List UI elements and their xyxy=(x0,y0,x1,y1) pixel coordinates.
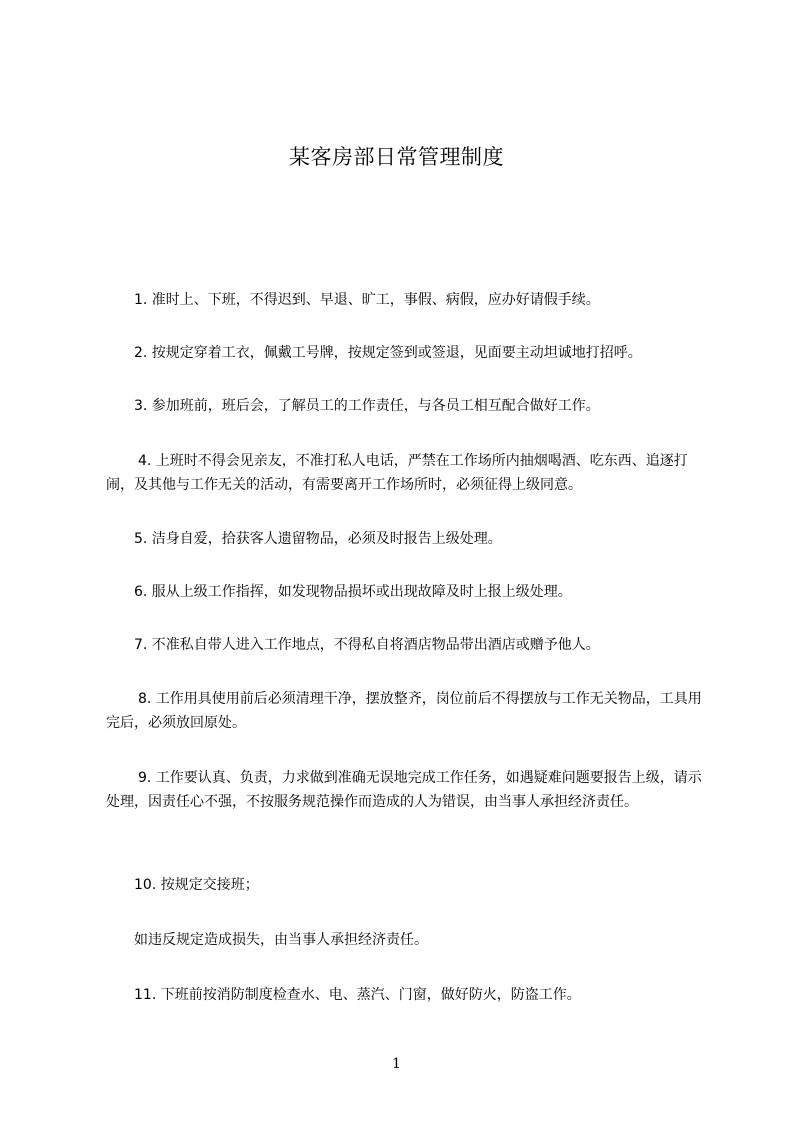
rule-paragraph-10-note: 如违反规定造成损失，由当事人承担经济责任。 xyxy=(134,932,428,948)
rule-paragraph-3: 3. 参加班前，班后会，了解员工的工作责任，与各员工相互配合做好工作。 xyxy=(134,398,600,414)
document-title: 某客房部日常管理制度 xyxy=(289,145,504,169)
rule-paragraph-1: 1. 准时上、下班，不得迟到、早退、旷工，事假、病假，应办好请假手续。 xyxy=(134,292,600,308)
rule-paragraph-9: 9. 工作要认真、负责，力求做到准确无误地完成工作任务，如遇疑难问题要报告上级，请示处理，因责任心不强，不按服务规范操作而造成的人为错误，由当事人承担经济责任。 xyxy=(106,770,702,810)
rule-paragraph-5: 5. 洁身自爱，拾获客人遗留物品，必须及时报告上级处理。 xyxy=(134,531,502,547)
page-number: 1 xyxy=(392,1056,401,1072)
rule-paragraph-2: 2. 按规定穿着工衣，佩戴工号牌，按规定签到或签退，见面要主动坦诚地打招呼。 xyxy=(134,345,642,361)
rule-paragraph-7: 7. 不准私自带人进入工作地点，不得私自将酒店物品带出酒店或赠予他人。 xyxy=(134,637,600,653)
rule-paragraph-4: 4. 上班时不得会见亲友，不准打私人电话，严禁在工作场所内抽烟喝酒、吃东西、追逐打闹，及其他与工作无关的活动，有需要离开工作场所时，必须征得上级同意。 xyxy=(106,453,688,493)
rule-paragraph-10: 10. 按规定交接班； xyxy=(134,877,259,893)
rule-paragraph-8: 8. 工作用具使用前后必须清理干净，摆放整齐，岗位前后不得摆放与工作无关物品，工具用完后，必须放回原处。 xyxy=(106,691,702,731)
rule-paragraph-6: 6. 服从上级工作指挥，如发现物品损坏或出现故障及时上报上级处理。 xyxy=(134,584,572,600)
rule-paragraph-11: 11. 下班前按消防制度检查水、电、蒸汽、门窗，做好防火，防盗工作。 xyxy=(134,987,581,1003)
